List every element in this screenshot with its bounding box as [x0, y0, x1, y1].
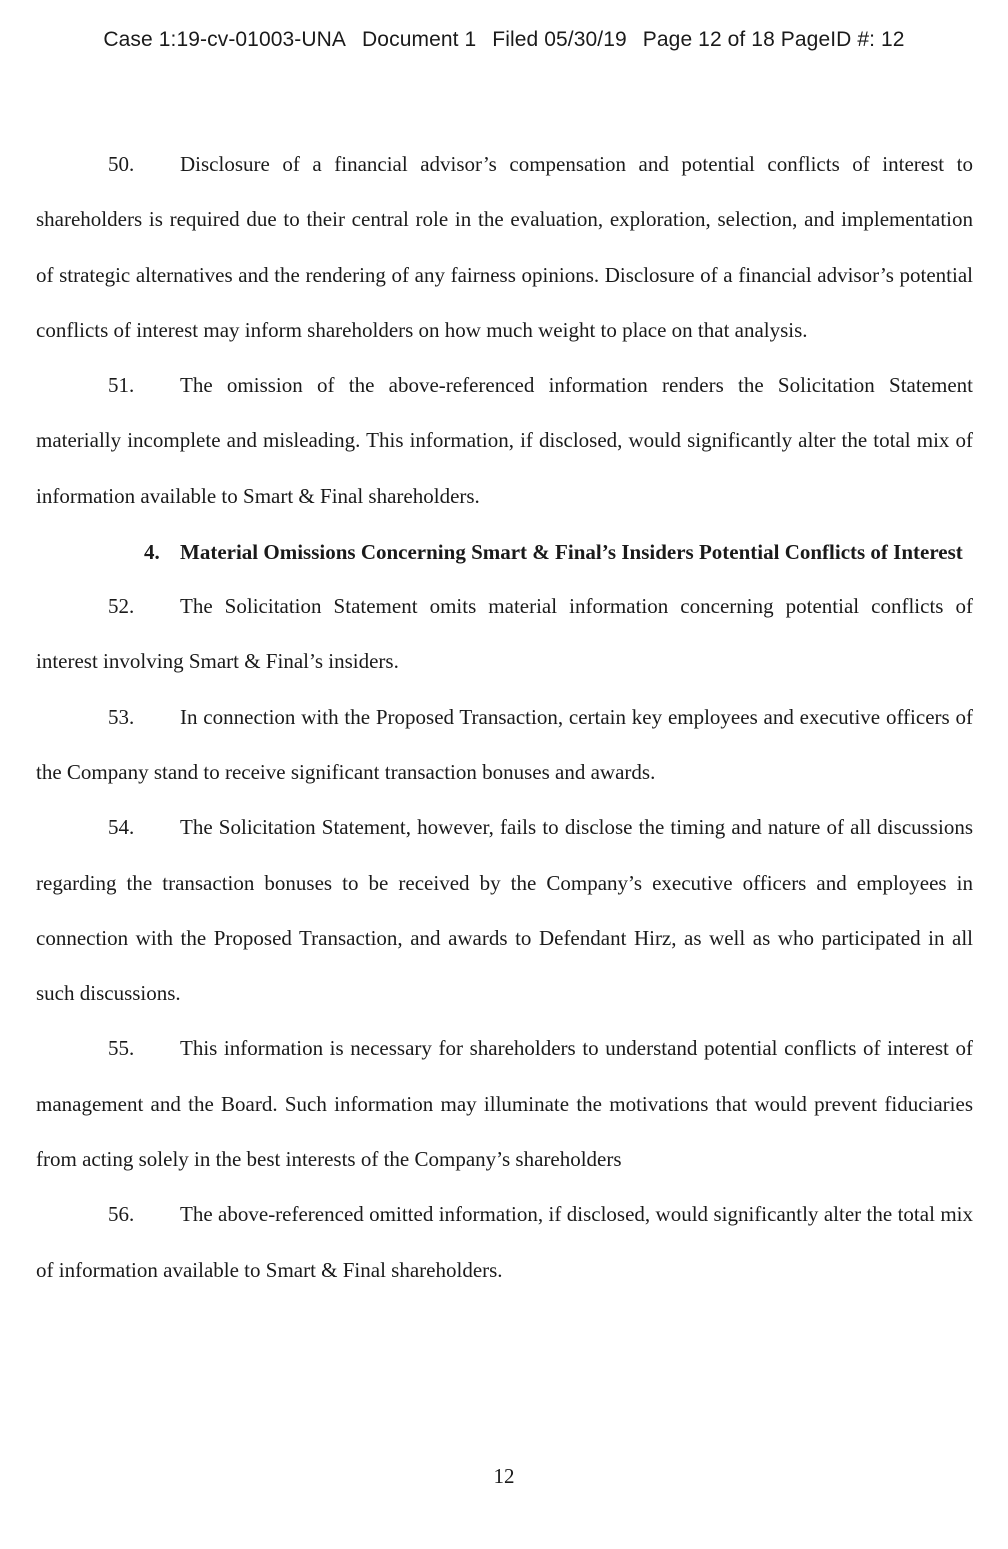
paragraph-56 [36, 1187, 973, 1298]
paragraph-51 [36, 358, 973, 524]
page-number: 12 [493, 1464, 515, 1488]
paragraph-text: The above-referenced omitted information, if disclosed, would significantly alter the total mix of information available to Smart & Final shareholders. [36, 1202, 973, 1282]
paragraph-number: 55. [108, 1036, 135, 1061]
paragraph-number: 50. [108, 152, 135, 176]
document-body [36, 137, 973, 1298]
section-number: 4. [144, 540, 160, 565]
paragraph-number: 53. [108, 704, 135, 729]
filed-date: Filed 05/30/19 [492, 28, 627, 51]
paragraph-text: This information is necessary for shareholders to understand potential conflicts of interest of management and the Board. Such information may illuminate the motivations that would prevent fiduciaries from acting solely in the best interests of the Company’s shareholders [36, 1036, 973, 1172]
section-title: Material Omissions Concerning Smart & Final’s Insiders Potential Conflicts of Interest [180, 540, 963, 565]
case-header [0, 28, 1008, 52]
paragraph-55 [36, 1021, 973, 1187]
paragraph-52 [36, 579, 973, 690]
case-number: Case 1:19-cv-01003-UNA [103, 28, 347, 51]
paragraph-text: In connection with the Proposed Transaction, certain key employees and executive officers of the Company stand to receive significant transaction bonuses and awards. [36, 704, 973, 784]
paragraph-number: 56. [108, 1202, 135, 1227]
paragraph-number: 54. [108, 815, 135, 840]
page-info: Page 12 of 18 PageID #: 12 [642, 28, 905, 51]
paragraph-text: The Solicitation Statement omits material information concerning potential conflicts of interest involving Smart & Final’s insiders. [36, 594, 973, 674]
paragraph-number: 51. [108, 373, 135, 398]
paragraph-53 [36, 690, 973, 801]
paragraph-54 [36, 800, 973, 1021]
paragraph-text: Disclosure of a financial advisor’s compensation and potential conflicts of interest to shareholders is required due to their central role in the evaluation, exploration, selection, and implementation of strategic alternatives and the rendering of any fairness opinions. Disclosure of a financial advisor’s potential conflicts of interest may inform shareholders on how much weight to place on that analysis. [36, 152, 973, 342]
paragraph-text: The omission of the above-referenced information renders the Solicitation Statement materially incomplete and misleading. This information, if disclosed, would significantly alter the total mix of information available to Smart & Final shareholders. [36, 373, 973, 508]
document-number: Document 1 [362, 28, 477, 51]
paragraph-50 [36, 137, 973, 358]
paragraph-text: The Solicitation Statement, however, fails to disclose the timing and nature of all discussions regarding the transaction bonuses to be received by the Company’s executive officers and employees in connection with the Proposed Transaction, and awards to Defendant Hirz, as well as who participated in all such discussions. [36, 815, 973, 1006]
paragraph-number: 52. [108, 594, 135, 619]
section-heading [36, 538, 973, 566]
